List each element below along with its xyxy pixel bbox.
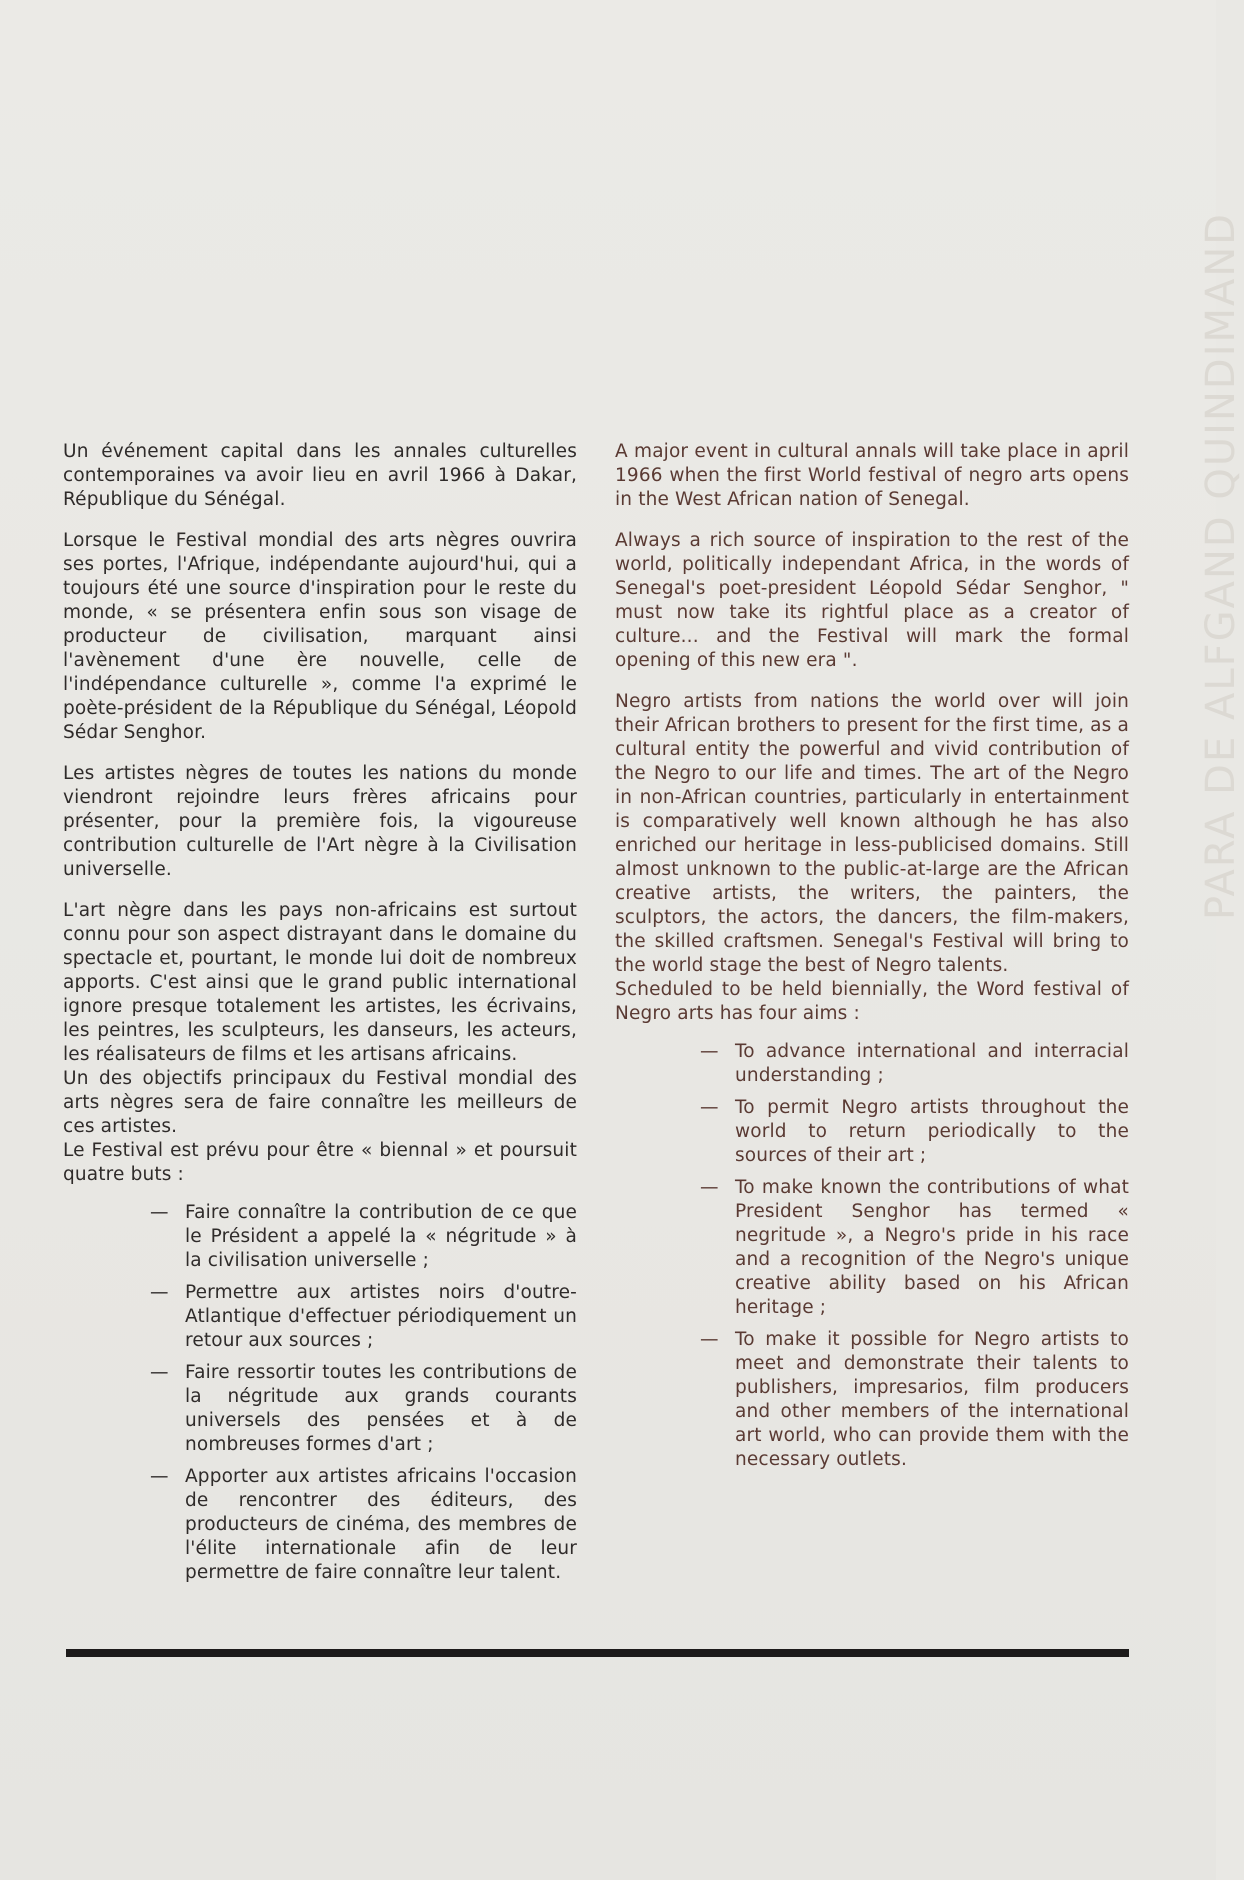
french-aim-1	[63, 1201, 577, 1273]
english-aim-3	[615, 1176, 1129, 1320]
french-aim-text: Faire connaître la contribution de ce que le Président a appelé la « négritude » à la civilisation universelle ;	[185, 1202, 577, 1271]
english-column	[615, 440, 1129, 1480]
dash-marker: —	[700, 1329, 719, 1350]
english-aim-2	[615, 1096, 1129, 1168]
french-intro: Un événement capital dans les annales culturelles contemporaines va avoir lieu en avril 1966 à Dakar, République du Sénégal.	[63, 441, 577, 510]
dash-marker: —	[700, 1041, 719, 1062]
english-paragraph-2: Negro artists from nations the world over will join their African brothers to present for the first time, as a cultural entity the powerful and vivid contribution of the Negro to our life and times. The art of the Negro in non-African countries, particularly in entertainment is comparatively well known although he has also enriched our heritage in less-publicised domains. Still almost unknown to the public-at-large are the African creative artists, the writers, the painters, the sculptors, the actors, the dancers, the film-makers, the skilled craftsmen. Senegal's Festival will bring to the world stage the best of Negro talents.	[615, 691, 1129, 976]
french-aim-3	[63, 1361, 577, 1457]
french-aim-text: Permettre aux artistes noirs d'outre-Atlantique d'effectuer périodiquement un retour aux sources ;	[185, 1282, 577, 1351]
french-aim-4	[63, 1465, 577, 1585]
english-aim-4	[615, 1328, 1129, 1472]
french-aim-2	[63, 1281, 577, 1353]
english-aim-text: To make known the contributions of what President Senghor has termed « negritude », a Negro's pride in his race and a recognition of the Negro's unique creative ability based on his African heritage ;	[735, 1177, 1129, 1318]
english-aim-text: To advance international and interracial understanding ;	[735, 1041, 1129, 1086]
english-aim-text: To make it possible for Negro artists to meet and demonstrate their talents to publishers, impresarios, film producers and other members of the international art world, who can provide them with the necessary outlets.	[735, 1329, 1129, 1470]
french-column	[63, 440, 577, 1593]
english-aims-list	[615, 1040, 1129, 1472]
french-aim-text: Faire ressortir toutes les contributions de la négritude aux grands courants universels des pensées et à de nombreuses formes d'art ;	[185, 1362, 577, 1455]
french-paragraph-4: Un des objectifs principaux du Festival mondial des arts nègres sera de faire connaître les meilleurs de ces artistes.	[63, 1068, 577, 1137]
english-intro: A major event in cultural annals will take place in april 1966 when the first World festival of negro arts opens in the West African nation of Senegal.	[615, 441, 1129, 510]
english-paragraph-1: Always a rich source of inspiration to the rest of the world, politically independant Africa, in the words of Senegal's poet-president Léopold Sédar Senghor, " must now take its rightful place as a creator of culture... and the Festival will mark the formal opening of this new era ".	[615, 530, 1129, 671]
english-aim-1	[615, 1040, 1129, 1088]
dash-marker: —	[150, 1202, 169, 1223]
dash-marker: —	[700, 1097, 719, 1118]
dash-marker: —	[700, 1177, 719, 1198]
english-aim-text: To permit Negro artists throughout the world to return periodically to the sources of their art ;	[735, 1097, 1129, 1166]
english-paragraph-3: Scheduled to be held biennially, the Word festival of Negro arts has four aims :	[615, 979, 1129, 1024]
horizontal-divider	[66, 1649, 1129, 1657]
dash-marker: —	[150, 1362, 169, 1383]
french-paragraph-3: L'art nègre dans les pays non-africains est surtout connu pour son aspect distrayant dans le domaine du spectacle et, pourtant, le monde lui doit de nombreux apports. C'est ainsi que le grand public international ignore presque totalement les artistes, les écrivains, les peintres, les sculpteurs, les danseurs, les acteurs, les réalisateurs de films et les artisans africains.	[63, 900, 577, 1065]
french-aims-list	[63, 1201, 577, 1585]
french-paragraph-2: Les artistes nègres de toutes les nations du monde viendront rejoindre leurs frères africains pour présenter, pour la première fois, la vigoureuse contribution culturelle de l'Art nègre à la Civilisation universelle.	[63, 763, 577, 880]
french-aim-text: Apporter aux artistes africains l'occasion de rencontrer des éditeurs, des producteurs de cinéma, des membres de l'élite internationale afin de leur permettre de faire connaître leur talent.	[185, 1466, 577, 1583]
french-paragraph-1: Lorsque le Festival mondial des arts nègres ouvrira ses portes, l'Afrique, indépendante aujourd'hui, qui a toujours été une source d'inspiration pour le reste du monde, « se présentera enfin sous son visage de producteur de civilisation, marquant ainsi l'avènement d'une ère nouvelle, celle de l'indépendance culturelle », comme l'a exprimé le poète-président de la République du Sénégal, Léopold Sédar Senghor.	[63, 530, 577, 743]
faded-spine-text: PARA DE ALFGAND QUINDIMAND	[1198, 211, 1244, 920]
dash-marker: —	[150, 1282, 169, 1303]
french-paragraph-5: Le Festival est prévu pour être « biennal » et poursuit quatre buts :	[63, 1140, 577, 1185]
dash-marker: —	[150, 1466, 169, 1487]
